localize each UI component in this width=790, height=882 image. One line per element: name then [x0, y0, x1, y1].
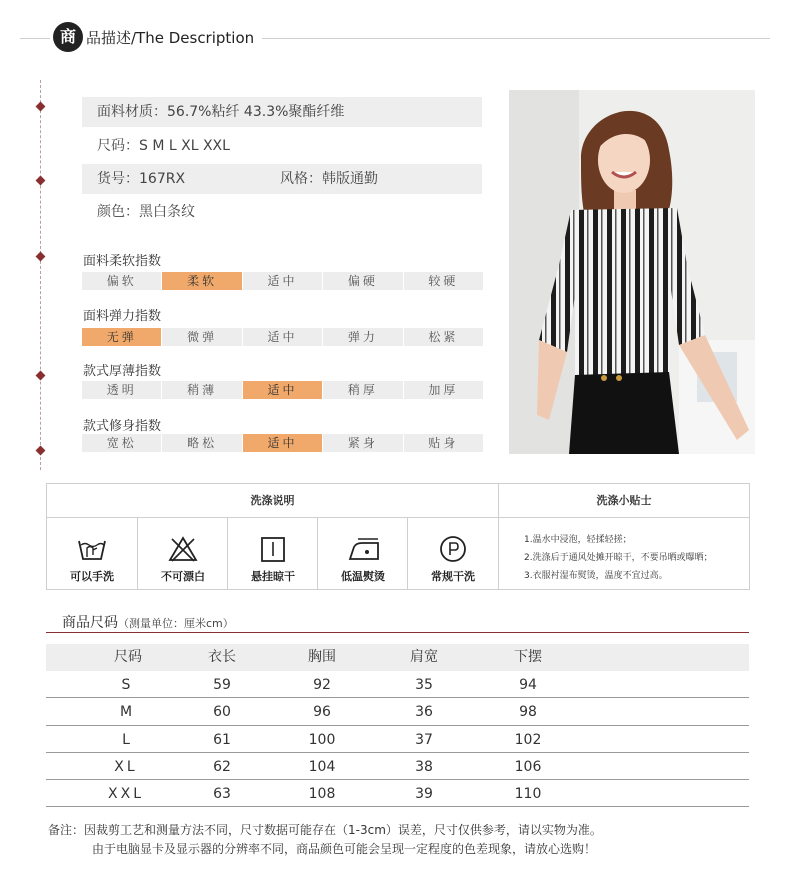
size-cell: 39: [415, 786, 433, 802]
index-option: 较硬: [404, 272, 483, 290]
index-softness-bar: [82, 272, 483, 290]
spec-size: [82, 131, 482, 161]
care-tips-title: 洗涤小贴士: [499, 484, 749, 518]
index-option-selected: 适中: [243, 381, 322, 399]
row-divider: [46, 725, 749, 726]
table-row: [46, 754, 749, 781]
rule-marker: [36, 446, 46, 456]
care-item-hand-wash: [47, 518, 137, 589]
index-option: 稍薄: [162, 381, 241, 399]
size-header-cell: 衣长: [208, 649, 236, 665]
index-option-selected: 柔软: [162, 272, 241, 290]
table-row: [46, 699, 749, 726]
size-header-cell: 下摆: [514, 649, 542, 665]
index-fit-title: 款式修身指数: [83, 419, 162, 434]
size-cell: 108: [308, 786, 336, 802]
care-label: 可以手洗: [70, 570, 114, 583]
table-row: [46, 727, 749, 754]
spec-style-text: 风格：韩版通勤: [280, 171, 378, 187]
care-item-no-bleach: [138, 518, 228, 589]
index-thickness-title: 款式厚薄指数: [83, 364, 162, 379]
rule-marker: [36, 371, 46, 381]
size-cell: 106: [514, 759, 542, 775]
size-cell: L: [122, 732, 130, 748]
size-cell: 38: [415, 759, 433, 775]
header-rule-right: [262, 38, 770, 39]
size-title-text: 商品尺码: [62, 615, 118, 631]
size-cell: S: [121, 677, 131, 693]
size-unit-text: （测量单位：厘米cm）: [118, 617, 234, 630]
care-item-dry-clean: [408, 518, 498, 589]
size-cell: 60: [213, 704, 231, 720]
page-title: 品描述/The Description: [86, 29, 255, 47]
size-title-rule: [46, 632, 749, 633]
index-elasticity-bar: [82, 328, 483, 346]
size-cell: 104: [308, 759, 336, 775]
care-label: 常规干洗: [431, 570, 475, 583]
header-badge: 商: [53, 22, 83, 52]
index-elasticity-title: 面料弹力指数: [83, 309, 162, 324]
table-row: [46, 672, 749, 699]
care-label: 低温熨烫: [341, 570, 385, 583]
index-option: 宽松: [82, 434, 161, 452]
dry-clean-icon: [438, 535, 468, 563]
size-cell: 63: [213, 786, 231, 802]
size-cell: 37: [415, 732, 433, 748]
spec-item-number-text: 货号：167RX: [97, 171, 186, 187]
size-header-cell: 尺码: [114, 649, 142, 665]
no-bleach-icon: [168, 535, 198, 563]
index-option: 略松: [162, 434, 241, 452]
spec-color-text: 颜色：黑白条纹: [97, 204, 195, 220]
care-item-low-iron: [318, 518, 408, 589]
left-dotted-rule: [40, 80, 41, 470]
care-label: 不可漂白: [161, 570, 205, 583]
table-bottom-rule: [46, 806, 749, 807]
size-cell: 35: [415, 677, 433, 693]
index-option-selected: 适中: [243, 434, 322, 452]
index-option: 松紧: [404, 328, 483, 346]
model-illustration: [509, 90, 755, 454]
index-option: 微弹: [162, 328, 241, 346]
index-option-selected: 无弹: [82, 328, 161, 346]
size-cell: 96: [313, 704, 331, 720]
low-iron-icon: [348, 535, 382, 563]
care-tip: 2.洗涤后于通风处摊开晾干，不要吊晒或曝晒；: [524, 553, 713, 563]
row-divider: [46, 752, 749, 753]
size-cell: 98: [519, 704, 537, 720]
hand-wash-icon: [77, 535, 107, 563]
care-tip: 3.衣服衬湿布熨烫，温度不宜过高。: [524, 571, 668, 581]
index-thickness-bar: [82, 381, 483, 399]
index-option: 偏硬: [323, 272, 402, 290]
size-cell: 62: [213, 759, 231, 775]
index-option: 适中: [243, 328, 322, 346]
spec-material: [82, 97, 482, 127]
note-line-2: 由于电脑显卡及显示器的分辨率不同，商品颜色可能会呈现一定程度的色差现象，请放心选购！: [92, 842, 597, 856]
spec-size-text: 尺码：S M L XL XXL: [97, 138, 230, 154]
index-option: 透明: [82, 381, 161, 399]
index-option: 贴身: [404, 434, 483, 452]
index-fit-bar: [82, 434, 483, 452]
care-tip: 1.温水中浸泡，轻揉轻搓；: [524, 535, 632, 545]
care-title: 洗涤说明: [47, 484, 498, 518]
care-label: 悬挂晾干: [251, 570, 295, 583]
size-header-cell: 胸围: [308, 649, 336, 665]
size-cell: 94: [519, 677, 537, 693]
spec-color: [82, 197, 482, 227]
index-option: 加厚: [404, 381, 483, 399]
size-cell: M: [119, 704, 133, 720]
size-table-header: [46, 644, 749, 671]
size-cell: 110: [514, 786, 542, 802]
size-cell: 59: [213, 677, 231, 693]
care-divider: [498, 484, 499, 589]
hang-dry-icon: [258, 535, 288, 563]
index-option: 稍厚: [323, 381, 402, 399]
spec-item-number: [82, 164, 482, 194]
care-item-hang-dry: [228, 518, 318, 589]
size-cell: 102: [514, 732, 542, 748]
rule-marker: [36, 176, 46, 186]
size-cell: XL: [114, 759, 138, 775]
spec-material-text: 面料材质：56.7%粘纤 43.3%聚酯纤维: [97, 104, 345, 120]
size-header-cell: 肩宽: [410, 649, 438, 665]
size-cell: 100: [308, 732, 336, 748]
row-divider: [46, 779, 749, 780]
size-cell: 92: [313, 677, 331, 693]
index-option: 弹力: [323, 328, 402, 346]
index-option: 适中: [243, 272, 322, 290]
index-option: 紧身: [323, 434, 402, 452]
row-divider: [46, 697, 749, 698]
size-cell: 61: [213, 732, 231, 748]
rule-marker: [36, 252, 46, 262]
rule-marker: [36, 102, 46, 112]
size-cell: XXL: [108, 786, 144, 802]
product-photo: [509, 90, 755, 454]
index-option: 偏软: [82, 272, 161, 290]
size-cell: 36: [415, 704, 433, 720]
header-rule-left: [20, 38, 50, 39]
size-table-title: [62, 612, 234, 632]
table-row: [46, 781, 749, 808]
index-softness-title: 面料柔软指数: [83, 254, 162, 269]
note-line-1: 备注：因裁剪工艺和测量方法不同，尺寸数据可能存在（1-3cm）误差，尺寸仅供参考，请以实物为准。: [48, 823, 602, 837]
